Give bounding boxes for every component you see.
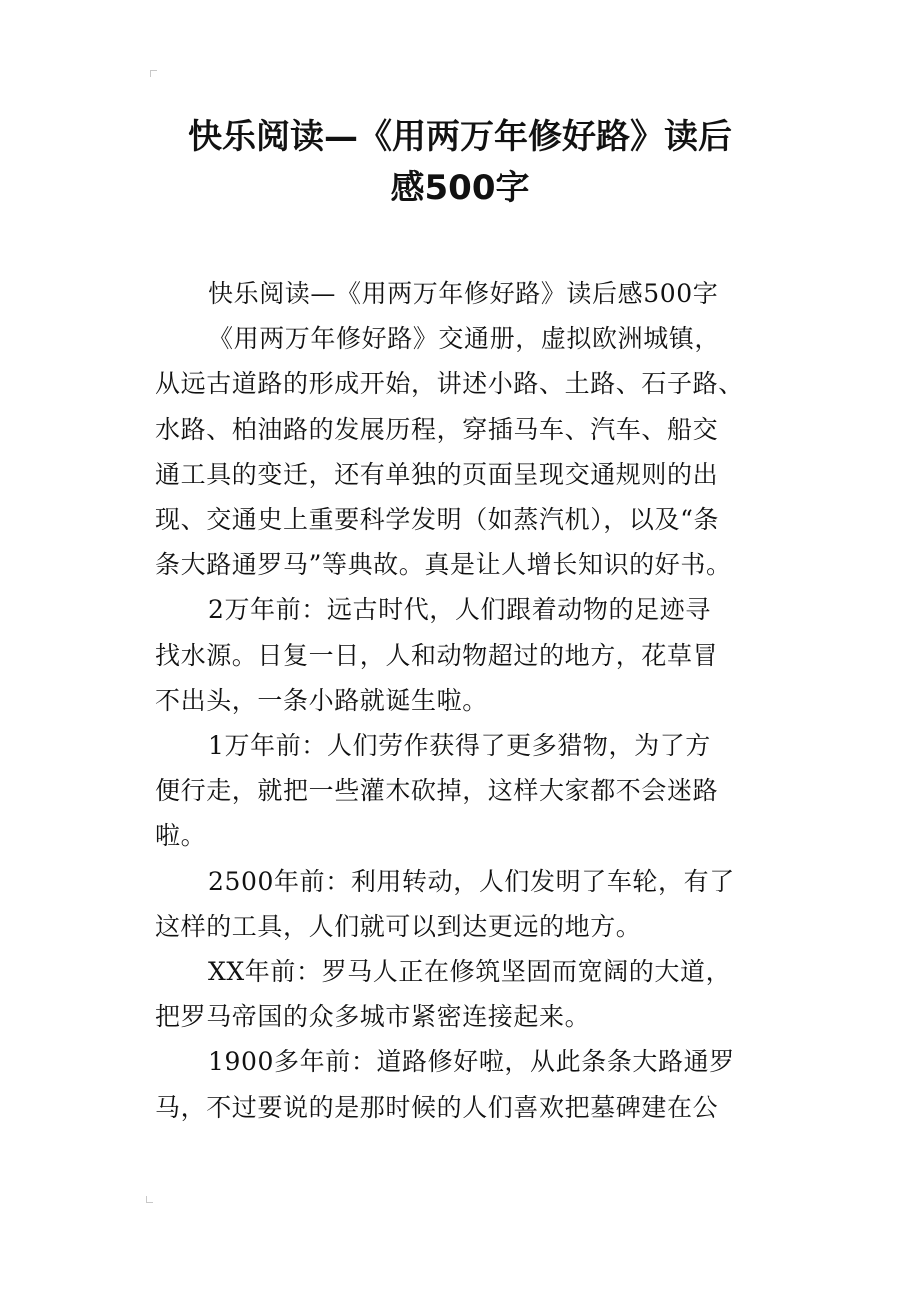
paragraph — [155, 316, 785, 587]
paragraph — [155, 723, 785, 859]
text-line: 通工具的变迁，还有单独的页面呈现交通规则的出 — [155, 459, 719, 489]
paragraph — [155, 271, 785, 316]
document-body — [155, 271, 785, 1130]
text-line: 1万年前：人们劳作获得了更多猎物，为了方 — [208, 731, 711, 761]
corner-crop-mark — [150, 70, 157, 77]
text-line: 1900多年前：道路修好啦，从此条条大路通罗 — [208, 1047, 735, 1077]
text-line: 2万年前：远古时代，人们跟着动物的足迹寻 — [208, 595, 711, 625]
text-line: 这样的工具，人们就可以到达更远的地方。 — [155, 911, 642, 941]
text-line: 条大路通罗马”等典故。真是让人增长知识的好书。 — [155, 550, 732, 580]
text-line: 啦。 — [155, 821, 207, 851]
text-line: 不出头，一条小路就诞生啦。 — [155, 685, 488, 715]
paragraph — [155, 859, 785, 949]
text-line: 2500年前：利用转动，人们发明了车轮，有了 — [208, 866, 735, 896]
text-line: 找水源。日复一日，人和动物超过的地方，花草冒 — [155, 640, 719, 670]
text-line: 马，不过要说的是那时候的人们喜欢把墓碑建在公 — [155, 1092, 719, 1122]
document-title — [120, 112, 800, 214]
paragraph — [155, 587, 785, 723]
text-line: 从远古道路的形成开始，讲述小路、土路、石子路、 — [155, 369, 744, 399]
text-line: 便行走，就把一些灌木砍掉，这样大家都不会迷路 — [155, 776, 719, 806]
text-line: 现、交通史上重要科学发明（如蒸汽机），以及“条 — [155, 505, 720, 535]
paragraph — [155, 949, 785, 1039]
title-line: 快乐阅读—《用两万年修好路》读后 — [188, 117, 732, 157]
title-line: 感500字 — [390, 168, 530, 208]
paragraph — [155, 1039, 785, 1129]
text-line: 快乐阅读—《用两万年修好路》读后感500字 — [208, 279, 719, 308]
text-line: XX年前：罗马人正在修筑坚固而宽阔的大道， — [208, 957, 732, 987]
text-line: 《用两万年修好路》交通册，虚拟欧洲城镇， — [208, 324, 721, 354]
text-line: 把罗马帝国的众多城市紧密连接起来。 — [155, 1002, 591, 1032]
text-line: 水路、柏油路的发展历程，穿插马车、汽车、船交 — [155, 414, 719, 444]
corner-crop-mark — [146, 1196, 153, 1203]
